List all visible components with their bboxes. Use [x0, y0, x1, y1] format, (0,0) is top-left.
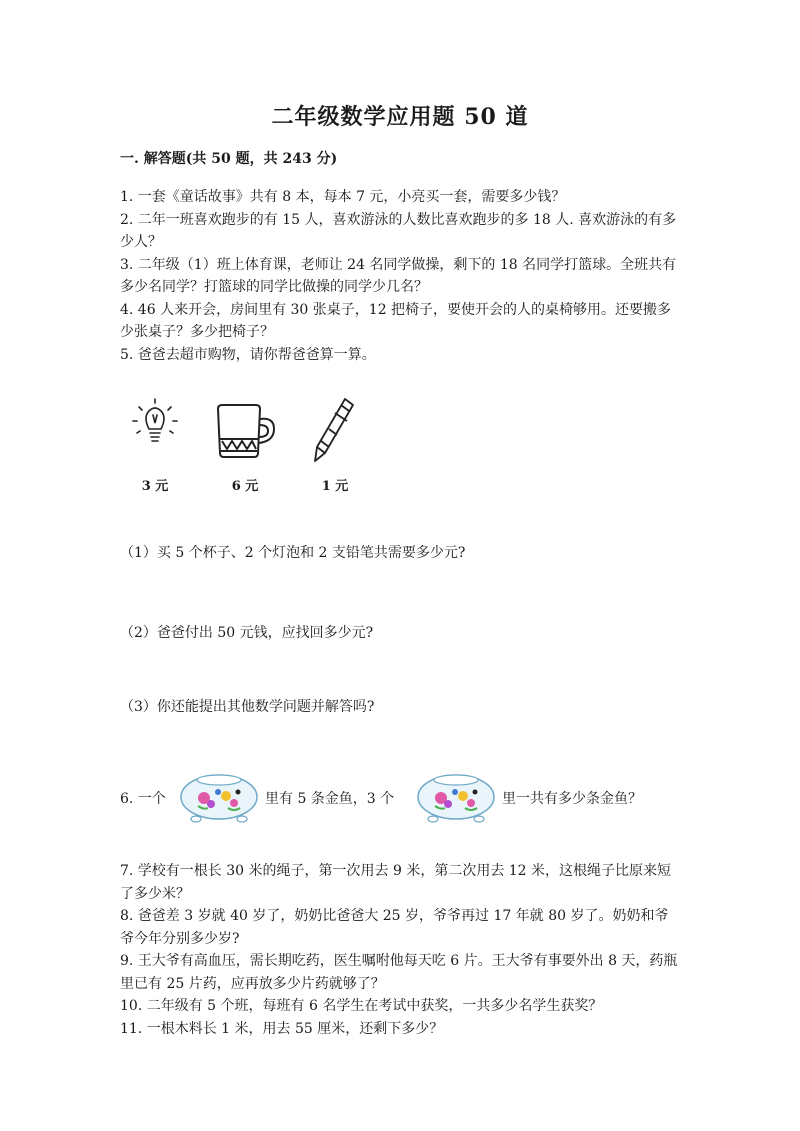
page-title: 二年级数学应用题 50 道	[271, 104, 529, 130]
price-bulb: 3 元	[141, 479, 169, 494]
shop-items	[120, 395, 380, 505]
fishbowl-icon	[178, 770, 260, 826]
price-pencil: 1 元	[321, 479, 349, 494]
sub-question-3: （3）你还能提出其他数学问题并解答吗?	[120, 699, 375, 715]
question-10: 10. 二年级有 5 个班，每班有 6 名学生在考试中获奖，一共多少名学生获奖？	[120, 998, 603, 1014]
pencil-icon	[305, 395, 365, 465]
question-4: 4. 46 人来开会，房间里有 30 张桌子，12 把椅子，要使开会的人的桌椅够用。还要搬多少张桌子？多少把椅子？	[120, 301, 672, 340]
sub-question-2: （2）爸爸付出 50 元钱，应找回多少元?	[120, 625, 374, 641]
question-1: 1. 一套《童话故事》共有 8 本，每本 7 元，小亮买一套，需要多少钱？	[120, 189, 566, 205]
fishbowl-icon	[415, 770, 497, 826]
question-list-a	[120, 186, 680, 366]
question-9: 9. 王大爷有高血压，需长期吃药，医生嘱咐他每天吃 6 片。王大爷有事要外出 8 天，药瓶里已有 25 片药，应再放多少片药就够了？	[120, 953, 678, 992]
question-5: 5. 爸爸去超市购物，请你帮爸爸算一算。	[120, 346, 376, 363]
question-6-part-2: 里有 5 条金鱼，3 个	[265, 791, 395, 807]
shop-item-cup	[210, 395, 280, 494]
question-8: 8. 爸爸差 3 岁就 40 岁了，奶奶比爸爸大 25 岁，爷爷再过 17 年就 80 岁了。奶奶和爷爷今年分别多少岁?	[120, 908, 669, 947]
shop-item-pencil	[300, 395, 370, 494]
question-2: 2. 二年一班喜欢跑步的有 15 人，喜欢游泳的人数比喜欢跑步的多 18 人. 喜欢游泳的有多少人？	[120, 211, 677, 250]
shop-item-bulb	[120, 395, 190, 494]
cup-icon	[210, 395, 280, 465]
question-7: 7. 学校有一根长 30 米的绳子，第一次用去 9 米，第二次用去 12 米，这根绳子比原来短了多少米？	[120, 863, 672, 902]
question-list-b	[120, 860, 680, 1040]
light-bulb-icon	[125, 395, 185, 465]
sub-question-1: （1）买 5 个杯子、2 个灯泡和 2 支铅笔共需要多少元?	[120, 545, 466, 561]
question-6-part-3: 里一共有多少条金鱼？	[502, 791, 642, 807]
price-cup: 6 元	[231, 479, 259, 494]
section-heading: 一. 解答题(共 50 题，共 243 分)	[120, 151, 338, 167]
question-3: 3. 二年级（1）班上体育课，老师让 24 名同学做操，剩下的 18 名同学打篮球。全班共有多少名同学？打篮球的同学比做操的同学少几名？	[120, 256, 677, 295]
question-6	[120, 770, 680, 830]
question-6-part-1: 6. 一个	[120, 791, 166, 807]
question-11: 11. 一根木料长 1 米，用去 55 厘米，还剩下多少？	[120, 1020, 444, 1037]
